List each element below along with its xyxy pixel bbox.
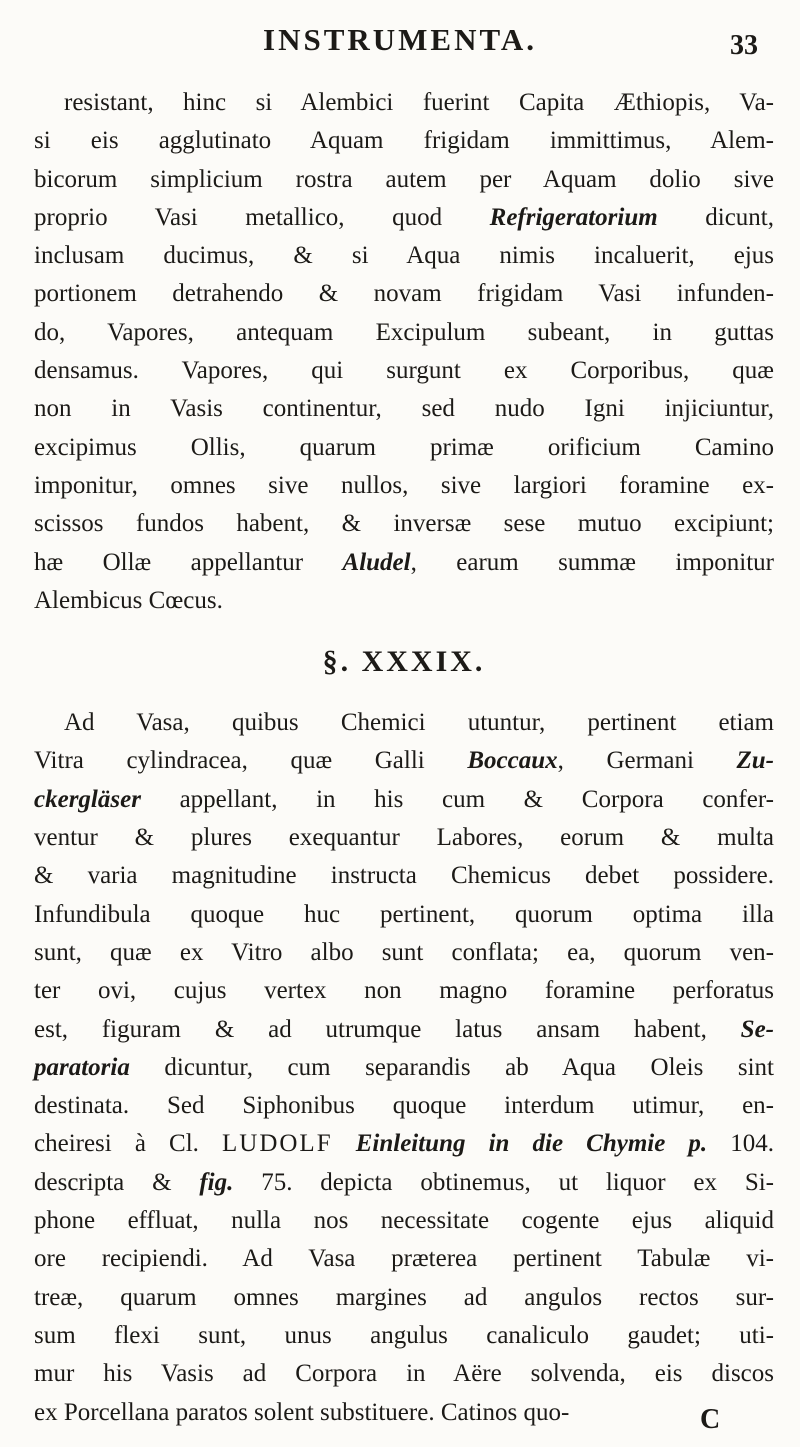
italic-run: paratoria — [34, 1053, 130, 1081]
text-run: sunt, quæ ex Vitro albo sunt conflata; ea, quorum ven- — [34, 938, 774, 966]
italic-run: Se- — [740, 1015, 774, 1043]
text-line — [34, 467, 774, 505]
text-run: portionem detrahendo & novam frigidam Vasi infunden- — [34, 280, 774, 308]
text-run: densamus. Vapores, qui surgunt ex Corporibus, quæ — [34, 357, 774, 385]
text-line — [34, 1202, 774, 1240]
text-run: scissos fundos habent, & inversæ sese mutuo excipiunt; — [34, 510, 774, 538]
text-line — [34, 544, 774, 582]
text-run: ex Porcellana paratos solent substituere. Catinos quo- — [34, 1398, 570, 1426]
italic-run: Aludel — [342, 548, 411, 576]
text-line — [34, 199, 774, 237]
text-run: imponitur, omnes sive nullos, sive largiori foramine ex- — [34, 471, 774, 499]
text-run: ter ovi, cujus vertex non magno foramine perforatus — [34, 977, 774, 1005]
text-run: proprio Vasi metallico, quod — [34, 203, 490, 231]
text-line — [34, 314, 774, 352]
text-run: non in Vasis continentur, sed nudo Igni injiciuntur, — [34, 395, 774, 423]
text-run: hæ Ollæ appellantur — [34, 548, 343, 576]
text-run: 75. depicta obtinemus, ut liquor ex Si- — [233, 1168, 775, 1196]
text-run: Infundibula quoque huc pertinent, quorum optima illa — [34, 900, 774, 928]
text-line — [34, 1279, 774, 1317]
text-run: Alembicus Cœcus. — [34, 586, 223, 614]
text-run: resistant, hinc si Alembici fuerint Capita Æthiopis, Va- — [64, 89, 774, 116]
text-line — [34, 704, 774, 742]
text-run: ore recipiendi. Ad Vasa præterea pertinent Tabulæ vi- — [34, 1245, 774, 1273]
text-run: appellant, in his cum & Corpora confer- — [140, 785, 774, 813]
text-line — [34, 972, 774, 1010]
page-number: 33 — [730, 30, 758, 61]
text-run: sum flexi sunt, unus angulus canaliculo gaudet; uti- — [34, 1321, 774, 1349]
text-line — [34, 1049, 774, 1087]
text-run: , Germani — [557, 747, 737, 775]
italic-run: Zu- — [736, 747, 774, 775]
text-run: treæ, quarum omnes margines ad angulos rectos sur- — [34, 1283, 774, 1311]
text-line — [34, 742, 774, 780]
small-caps-run: LUDOLF — [222, 1130, 333, 1158]
signature-mark: C — [700, 1404, 721, 1435]
text-run: dicunt, — [657, 203, 774, 231]
text-run: , earum summæ imponitur — [410, 548, 775, 576]
text-line — [34, 1317, 774, 1355]
italic-run: Boccaux — [467, 747, 558, 775]
text-line — [34, 122, 774, 160]
text-line — [34, 1240, 774, 1278]
text-run: excipimus Ollis, quarum primæ orificium Camino — [34, 433, 774, 461]
paragraph-2 — [34, 704, 774, 1432]
body-text — [34, 84, 774, 1432]
text-line — [34, 429, 774, 467]
paragraph-1 — [34, 84, 774, 620]
running-head — [0, 16, 800, 76]
text-run: mur his Vasis ad Corpora in Aëre solvenda, eis discos — [34, 1360, 774, 1388]
text-run: phone effluat, nulla nos necessitate cogente ejus aliquid — [34, 1207, 774, 1235]
text-line — [34, 582, 774, 620]
italic-run: Refrigeratorium — [489, 203, 658, 231]
running-title: INSTRUMENTA. — [263, 22, 537, 57]
text-run: ventur & plures exequantur Labores, eorum & multa — [34, 824, 774, 852]
text-line — [34, 1164, 774, 1202]
text-line — [34, 819, 774, 857]
text-run: inclusam ducimus, & si Aqua nimis incaluerit, ejus — [34, 242, 774, 270]
text-run: destinata. Sed Siphonibus quoque interdum utimur, en- — [34, 1092, 774, 1120]
text-run: do, Vapores, antequam Excipulum subeant, in guttas — [34, 318, 774, 346]
text-line — [34, 390, 774, 428]
section-heading: §. XXXIX. — [322, 645, 486, 679]
text-line — [34, 1394, 774, 1432]
text-line — [34, 275, 774, 313]
text-run: Ad Vasa, quibus Chemici utuntur, pertinent etiam — [64, 709, 774, 737]
text-line — [34, 161, 774, 199]
text-line — [34, 84, 774, 122]
text-run: descripta & — [34, 1168, 200, 1196]
text-run: cheiresi à Cl. — [34, 1130, 222, 1158]
text-line — [34, 352, 774, 390]
italic-run: ckergläser — [34, 785, 141, 813]
italic-run: fig. — [199, 1168, 234, 1196]
text-line — [34, 934, 774, 972]
text-run: 104. — [707, 1130, 775, 1158]
text-run: bicorum simplicium rostra autem per Aquam dolio sive — [34, 165, 774, 193]
text-line — [34, 1355, 774, 1393]
text-line — [34, 1011, 774, 1049]
text-run: si eis agglutinato Aquam frigidam immittimus, Alem- — [34, 127, 774, 155]
text-line — [34, 237, 774, 275]
text-run: & varia magnitudine instructa Chemicus debet possidere. — [34, 862, 774, 890]
text-line — [34, 857, 774, 895]
text-run: est, figuram & ad utrumque latus ansam habent, — [34, 1015, 741, 1043]
italic-run: Einleitung in die Chymie p. — [355, 1130, 708, 1158]
text-line — [34, 781, 774, 819]
text-run: dicuntur, cum separandis ab Aqua Oleis sint — [129, 1053, 774, 1081]
text-run — [333, 1130, 356, 1157]
text-line — [34, 1125, 774, 1163]
text-run: Vitra cylindracea, quæ Galli — [34, 747, 468, 775]
text-line — [34, 505, 774, 543]
text-line — [34, 1087, 774, 1125]
text-line — [34, 896, 774, 934]
